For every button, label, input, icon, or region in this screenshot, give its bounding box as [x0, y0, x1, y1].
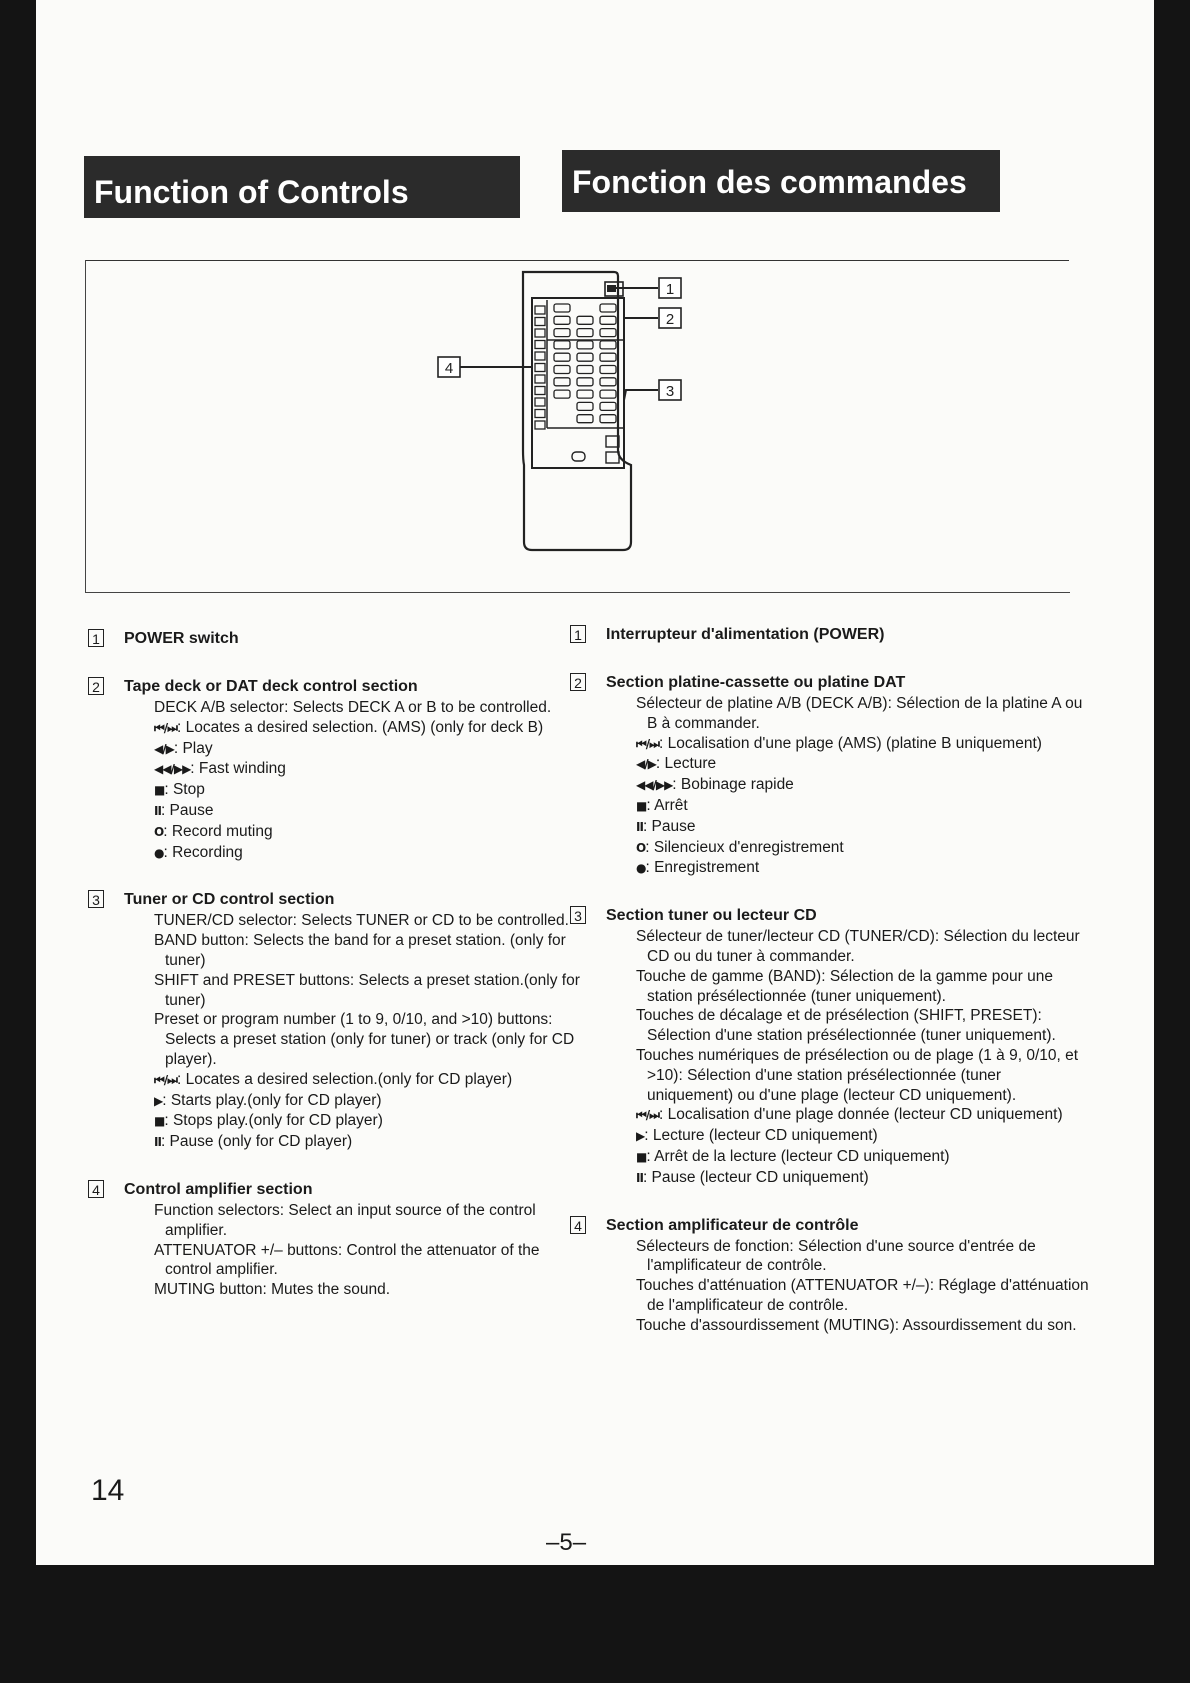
function-selector-button	[535, 387, 545, 395]
entry-text: Sélecteur de tuner/lecteur CD (TUNER/CD): Sélection du lecteur CD ou du tuner à commander.	[636, 928, 1080, 965]
section-number-box: 1	[88, 629, 104, 647]
section-body	[88, 911, 588, 1153]
button-grid	[554, 304, 616, 423]
entry-text: : Lecture (lecteur CD uniquement)	[644, 1127, 878, 1145]
remote-button	[554, 390, 570, 398]
section-3	[570, 905, 1090, 1188]
remote-button	[577, 329, 593, 337]
entry-text: SHIFT and PRESET buttons: Selects a preset station.(only for tuner)	[154, 971, 580, 1009]
remote-control-illustration	[86, 260, 1070, 592]
section-heading	[88, 1179, 588, 1201]
remote-button	[600, 353, 616, 361]
section-1	[88, 628, 588, 650]
entry-text: : Localisation d'une plage donnée (lecteur CD uniquement)	[658, 1106, 1063, 1124]
remote-button	[600, 329, 616, 337]
description-entry	[636, 858, 1090, 879]
entry-text: : Lecture	[655, 755, 717, 773]
section-heading-text: Section amplificateur de contrôle	[606, 1216, 859, 1234]
section-number-box: 3	[570, 906, 586, 924]
function-selector-button	[535, 352, 545, 360]
description-entry	[636, 967, 1090, 1007]
control-symbol: ▶	[636, 1129, 645, 1144]
entry-text: : Locates a desired selection.(only for CD player)	[176, 1070, 513, 1088]
function-selector-button	[535, 364, 545, 372]
remote-figure-frame	[85, 260, 1070, 593]
description-entry	[154, 1070, 588, 1091]
remote-button	[577, 378, 593, 386]
remote-button	[554, 353, 570, 361]
control-symbol: ⏮/⏭	[636, 1108, 659, 1123]
callout-label-3: 3	[665, 383, 675, 400]
control-symbol: ■	[154, 1114, 165, 1129]
control-symbol: ▶	[154, 1093, 163, 1108]
entry-text: Touches de décalage et de présélection (SHIFT, PRESET): Sélection d'une station présélectionnée (tuner uniquement).	[636, 1007, 1056, 1045]
description-entry	[154, 1241, 588, 1281]
description-entry	[154, 822, 588, 843]
entry-text: MUTING button: Mutes the sound.	[154, 1281, 391, 1299]
entry-text: : Record muting	[163, 822, 273, 840]
function-selector-button	[535, 421, 545, 429]
description-entry	[636, 1316, 1090, 1336]
description-entry	[154, 718, 588, 739]
function-selector-button	[535, 329, 545, 337]
entry-text: : Bobinage rapide	[672, 776, 794, 794]
page-number: 14	[91, 1474, 125, 1507]
section-heading	[570, 624, 1090, 646]
entry-text: Preset or program number (1 to 9, 0/10, and >10) buttons: Selects a preset station (only for tuner) or track (only for CD player).	[154, 1011, 575, 1068]
description-entry	[636, 1126, 1090, 1147]
control-symbol: ◀/▶	[636, 757, 656, 772]
remote-button	[577, 415, 593, 423]
entry-text: DECK A/B selector: Selects DECK A or B to be controlled.	[154, 699, 552, 716]
control-symbol: ■	[636, 798, 647, 813]
section-heading-text: Tape deck or DAT deck control section	[124, 678, 418, 695]
entry-text: : Arrêt de la lecture (lecteur CD uniquement)	[646, 1147, 950, 1165]
description-entry	[154, 1010, 588, 1069]
entry-text: : Fast winding	[190, 760, 286, 778]
entry-text: : Pause (only for CD player)	[160, 1133, 353, 1151]
remote-button	[577, 316, 593, 324]
leader-line-3	[624, 390, 658, 400]
remote-button	[554, 366, 570, 374]
remote-button	[577, 402, 593, 410]
description-entry	[636, 1276, 1090, 1316]
control-symbol: O	[636, 840, 646, 855]
bottom-button-2	[606, 452, 619, 463]
entry-text: : Silencieux d'enregistrement	[645, 838, 844, 856]
description-entry	[154, 759, 588, 780]
description-entry	[636, 754, 1090, 775]
description-entry	[154, 1091, 588, 1112]
entry-text: : Play	[173, 739, 213, 757]
section-heading-text: Interrupteur d'alimentation (POWER)	[606, 626, 885, 643]
control-symbol: ⏮/⏭	[154, 1072, 177, 1087]
section-heading-text: Tuner or CD control section	[124, 891, 335, 909]
remote-button	[577, 366, 593, 374]
remote-button	[600, 390, 616, 398]
description-entry	[154, 698, 588, 718]
remote-button	[554, 378, 570, 386]
description-entry	[636, 1105, 1090, 1126]
section-heading-text: POWER switch	[124, 630, 239, 647]
description-entry	[154, 971, 588, 1011]
entry-text: Touche de gamme (BAND): Sélection de la gamme pour une station présélectionnée (tuner uniquement).	[636, 967, 1053, 1005]
description-entry	[154, 1132, 588, 1153]
description-entry	[636, 1168, 1090, 1189]
section-number-box: 1	[570, 625, 586, 643]
control-symbol: ◀◀/▶▶	[636, 778, 673, 793]
entry-text: Function selectors: Select an input source of the control amplifier.	[154, 1201, 536, 1239]
control-symbol: ■	[636, 1149, 647, 1164]
description-entry	[636, 796, 1090, 817]
section-2	[88, 676, 588, 863]
remote-button	[554, 329, 570, 337]
manual-page	[36, 0, 1154, 1565]
control-symbol: ●	[154, 845, 164, 860]
description-entry	[636, 1147, 1090, 1168]
function-selector-button	[535, 306, 545, 314]
description-entry	[154, 1201, 588, 1241]
entry-text: Touches d'atténuation (ATTENUATOR +/–): Réglage d'atténuation de l'amplificateur de contrôle.	[636, 1277, 1089, 1314]
description-entry	[636, 817, 1090, 838]
control-symbol: II	[154, 803, 161, 818]
remote-button	[600, 415, 616, 423]
entry-text: Touche d'assourdissement (MUTING): Assourdissement du son.	[636, 1316, 1077, 1334]
function-selector-button	[535, 375, 545, 383]
control-symbol: ■	[154, 783, 165, 798]
section-4	[570, 1215, 1090, 1336]
entry-text: Sélecteur de platine A/B (DECK A/B): Sélection de la platine A ou B à commander.	[636, 695, 1083, 732]
section-title-english: Function of Controls	[84, 156, 520, 218]
section-body	[570, 694, 1090, 879]
function-selector-button	[535, 318, 545, 326]
section-2	[570, 672, 1090, 879]
function-selector-button	[535, 410, 545, 418]
remote-button	[600, 378, 616, 386]
section-number-box: 2	[88, 677, 104, 695]
section-4	[88, 1179, 588, 1300]
remote-button	[577, 353, 593, 361]
entry-text: : Pause (lecteur CD uniquement)	[642, 1168, 869, 1186]
remote-button	[554, 316, 570, 324]
sheet-number: –5–	[546, 1529, 587, 1556]
remote-button	[600, 402, 616, 410]
description-entry	[154, 780, 588, 801]
entry-text: : Starts play.(only for CD player)	[162, 1091, 382, 1109]
power-switch-knob	[607, 285, 616, 292]
entry-text: ATTENUATOR +/– buttons: Control the attenuator of the control amplifier.	[154, 1241, 540, 1279]
description-entry	[636, 927, 1090, 967]
description-entry	[154, 843, 588, 864]
section-title-french: Fonction des commandes	[562, 150, 1000, 212]
remote-button	[600, 366, 616, 374]
section-body	[570, 1237, 1090, 1336]
control-symbol: O	[154, 824, 164, 839]
section-body	[88, 1201, 588, 1300]
entry-text: Sélecteurs de fonction: Sélection d'une source d'entrée de l'amplificateur de contrôle.	[636, 1237, 1036, 1275]
remote-button	[600, 304, 616, 312]
description-entry	[154, 931, 588, 971]
description-entry	[154, 911, 588, 931]
entry-text: : Arrêt	[646, 796, 688, 814]
function-selector-button	[535, 341, 545, 349]
control-symbol: ◀/▶	[154, 741, 174, 756]
section-heading	[88, 676, 588, 698]
entry-text: : Pause	[642, 817, 696, 835]
description-entry	[636, 734, 1090, 755]
description-entry	[636, 1237, 1090, 1277]
remote-button	[554, 341, 570, 349]
description-entry	[636, 838, 1090, 859]
remote-button	[577, 341, 593, 349]
description-entry	[154, 801, 588, 822]
description-entry	[154, 1111, 588, 1132]
section-body	[88, 698, 588, 863]
section-heading	[88, 889, 588, 911]
description-entry	[154, 739, 588, 760]
remote-button	[554, 304, 570, 312]
description-entry	[636, 775, 1090, 796]
entry-text: : Localisation d'une plage (AMS) (platine B uniquement)	[658, 734, 1042, 752]
entry-text: Touches numériques de présélection ou de plage (1 à 9, 0/10, et >10): Sélection d'une station présélectionnée (tuner uniquement) ou d'une plage (lecteur CD uniquement).	[636, 1046, 1079, 1104]
french-column	[570, 624, 1090, 1362]
section-number-box: 4	[88, 1180, 104, 1198]
control-symbol: II	[154, 1135, 161, 1150]
section-number-box: 3	[88, 890, 104, 908]
control-symbol: ◀◀/▶▶	[154, 762, 191, 777]
description-entry	[636, 694, 1090, 734]
control-symbol: II	[636, 1170, 643, 1185]
entry-text: : Pause	[160, 801, 214, 819]
control-symbol: ⏮/⏭	[154, 720, 177, 735]
section-heading	[570, 1215, 1090, 1237]
function-selector-buttons	[535, 306, 545, 429]
description-entry	[154, 1280, 588, 1300]
remote-button	[600, 316, 616, 324]
entry-text: TUNER/CD selector: Selects TUNER or CD to be controlled.	[154, 912, 569, 930]
callout-label-2: 2	[665, 311, 675, 328]
callout-label-4: 4	[444, 360, 454, 377]
control-symbol: II	[636, 819, 643, 834]
section-heading	[570, 905, 1090, 927]
english-column	[88, 628, 588, 1326]
callout-label-1: 1	[665, 281, 675, 298]
description-entry	[636, 1006, 1090, 1046]
control-symbol: ⏮/⏭	[636, 736, 659, 751]
section-heading	[570, 672, 1090, 694]
section-body	[570, 927, 1090, 1188]
section-number-box: 2	[570, 673, 586, 691]
entry-text: BAND button: Selects the band for a preset station. (only for tuner)	[154, 932, 566, 969]
section-heading-text: Section platine-cassette ou platine DAT	[606, 674, 906, 691]
section-number-box: 4	[570, 1216, 586, 1234]
remote-button	[600, 341, 616, 349]
description-entry	[636, 1046, 1090, 1105]
section-heading	[88, 628, 588, 650]
function-selector-button	[535, 398, 545, 406]
section-3	[88, 889, 588, 1153]
remote-button	[577, 390, 593, 398]
section-heading-text: Section tuner ou lecteur CD	[606, 907, 817, 925]
control-symbol: ●	[636, 861, 646, 876]
entry-text: : Stop	[164, 781, 205, 799]
entry-text: : Stops play.(only for CD player)	[164, 1112, 383, 1130]
section-1	[570, 624, 1090, 646]
entry-text: : Enregistrement	[645, 859, 760, 877]
entry-text: : Locates a desired selection. (AMS) (only for deck B)	[176, 718, 544, 736]
entry-text: : Recording	[163, 843, 243, 861]
muting-button-shape	[572, 452, 585, 461]
section-heading-text: Control amplifier section	[124, 1180, 313, 1198]
